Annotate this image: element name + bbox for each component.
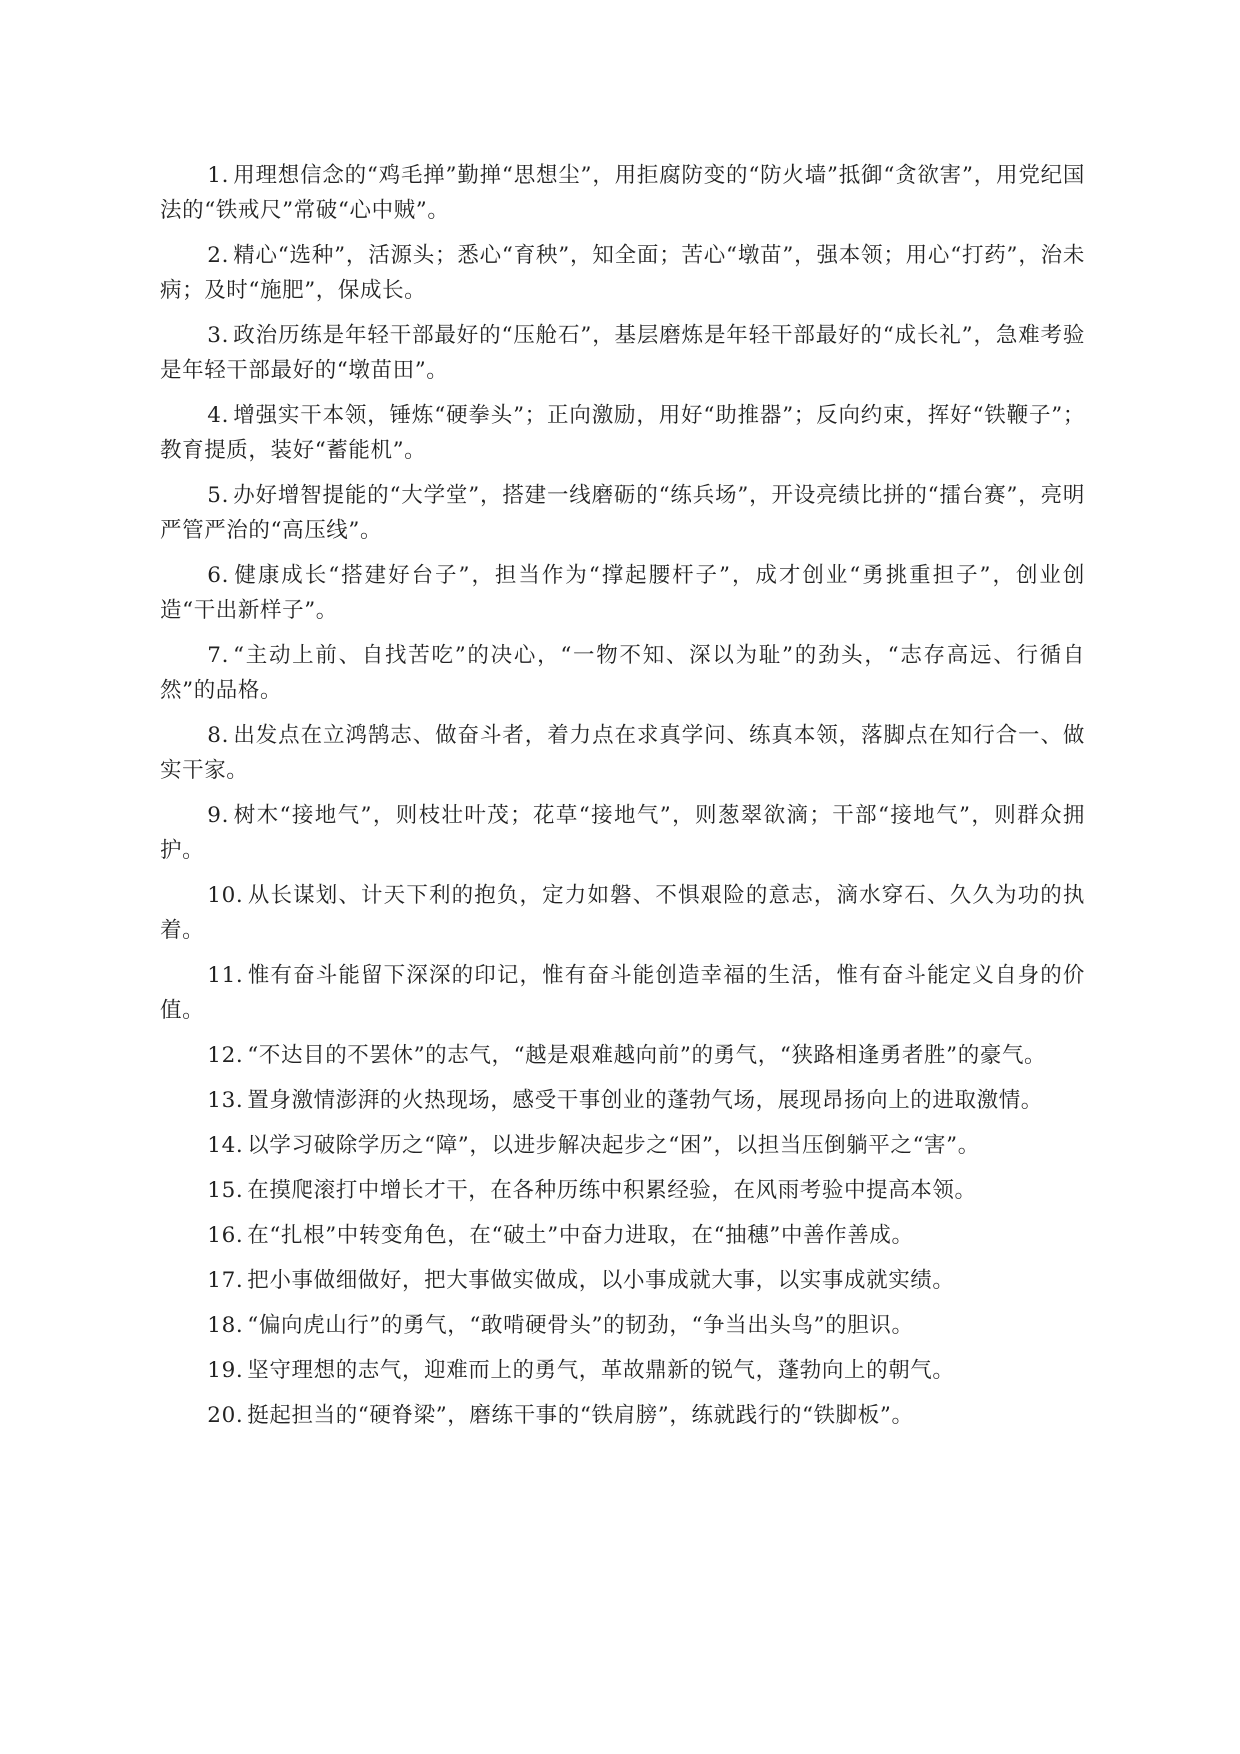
item-number: 4. xyxy=(207,403,230,428)
list-item xyxy=(160,1218,1085,1253)
item-text: “主动上前、自找苦吃”的决心，“一物不知、深以为耻”的劲头，“志存高远、行循自然”的品格。 xyxy=(160,643,1085,703)
list-item xyxy=(160,958,1085,1028)
item-text: 政治历练是年轻干部最好的“压舱石”，基层磨炼是年轻干部最好的“成长礼”，急难考验是年轻干部最好的“墩苗田”。 xyxy=(160,323,1085,383)
list-item xyxy=(160,1173,1085,1208)
list-item xyxy=(160,1083,1085,1118)
item-text: 惟有奋斗能留下深深的印记，惟有奋斗能创造幸福的生活，惟有奋斗能定义自身的价值。 xyxy=(160,963,1085,1023)
item-number: 16. xyxy=(207,1223,244,1248)
item-text: 从长谋划、计天下利的抱负，定力如磐、不惧艰险的意志，滴水穿石、久久为功的执着。 xyxy=(160,883,1085,943)
list-item xyxy=(160,1038,1085,1073)
item-number: 20. xyxy=(207,1403,244,1428)
item-text: 把小事做细做好，把大事做实做成，以小事成就大事，以实事成就实绩。 xyxy=(247,1268,955,1293)
item-text: 出发点在立鸿鹄志、做奋斗者，着力点在求真学问、练真本领，落脚点在知行合一、做实干家。 xyxy=(160,723,1085,783)
list-item xyxy=(160,638,1085,708)
document-body xyxy=(160,158,1085,1443)
item-number: 19. xyxy=(207,1358,244,1383)
item-number: 14. xyxy=(207,1133,244,1158)
item-text: 挺起担当的“硬脊梁”，磨练干事的“铁肩膀”，练就践行的“铁脚板”。 xyxy=(247,1403,914,1428)
item-text: 在“扎根”中转变角色，在“破土”中奋力进取，在“抽穗”中善作善成。 xyxy=(247,1223,914,1248)
item-text: 办好增智提能的“大学堂”，搭建一线磨砺的“练兵场”，开设亮绩比拼的“擂台赛”，亮明严管严治的“高压线”。 xyxy=(160,483,1085,543)
item-number: 9. xyxy=(207,803,230,828)
list-item xyxy=(160,158,1085,228)
item-number: 10. xyxy=(207,883,244,908)
item-number: 15. xyxy=(207,1178,244,1203)
list-item xyxy=(160,878,1085,948)
item-number: 1. xyxy=(207,163,230,188)
list-item xyxy=(160,1353,1085,1388)
item-text: “偏向虎山行”的勇气，“敢啃硬骨头”的韧劲，“争当出头鸟”的胆识。 xyxy=(247,1313,914,1338)
list-item xyxy=(160,558,1085,628)
list-item xyxy=(160,798,1085,868)
item-number: 18. xyxy=(207,1313,244,1338)
list-item xyxy=(160,1398,1085,1433)
item-text: 在摸爬滚打中增长才干，在各种历练中积累经验，在风雨考验中提高本领。 xyxy=(247,1178,977,1203)
list-item xyxy=(160,718,1085,788)
item-number: 12. xyxy=(207,1043,244,1068)
item-number: 2. xyxy=(207,243,230,268)
item-number: 6. xyxy=(207,563,230,588)
item-number: 3. xyxy=(207,323,230,348)
list-item xyxy=(160,398,1085,468)
item-text: 增强实干本领，锤炼“硬拳头”；正向激励，用好“助推器”；反向约束，挥好“铁鞭子”；教育提质，装好“蓄能机”。 xyxy=(160,403,1085,463)
item-number: 7. xyxy=(207,643,230,668)
list-item xyxy=(160,318,1085,388)
list-item xyxy=(160,238,1085,308)
item-text: 用理想信念的“鸡毛掸”勤掸“思想尘”，用拒腐防变的“防火墙”抵御“贪欲害”，用党纪国法的“铁戒尺”常破“心中贼”。 xyxy=(160,163,1085,223)
item-text: 健康成长“搭建好台子”，担当作为“撑起腰杆子”，成才创业“勇挑重担子”，创业创造“干出新样子”。 xyxy=(160,563,1085,623)
item-text: 树木“接地气”，则枝壮叶茂；花草“接地气”，则葱翠欲滴；干部“接地气”，则群众拥护。 xyxy=(160,803,1085,863)
item-number: 11. xyxy=(207,963,244,988)
list-item xyxy=(160,1263,1085,1298)
item-text: 坚守理想的志气，迎难而上的勇气，革故鼎新的锐气，蓬勃向上的朝气。 xyxy=(247,1358,955,1383)
item-number: 13. xyxy=(207,1088,244,1113)
list-item xyxy=(160,1128,1085,1163)
item-text: 置身激情澎湃的火热现场，感受干事创业的蓬勃气场，展现昂扬向上的进取激情。 xyxy=(247,1088,1043,1113)
list-item xyxy=(160,478,1085,548)
item-text: 以学习破除学历之“障”，以进步解决起步之“困”，以担当压倒躺平之“害”。 xyxy=(247,1133,980,1158)
item-text: “不达目的不罢休”的志气，“越是艰难越向前”的勇气，“狭路相逢勇者胜”的豪气。 xyxy=(247,1043,1047,1068)
item-number: 17. xyxy=(207,1268,244,1293)
item-number: 5. xyxy=(207,483,230,508)
item-number: 8. xyxy=(207,723,230,748)
item-text: 精心“选种”，活源头；悉心“育秧”，知全面；苦心“墩苗”，强本领；用心“打药”，治未病；及时“施肥”，保成长。 xyxy=(160,243,1085,303)
list-item xyxy=(160,1308,1085,1343)
